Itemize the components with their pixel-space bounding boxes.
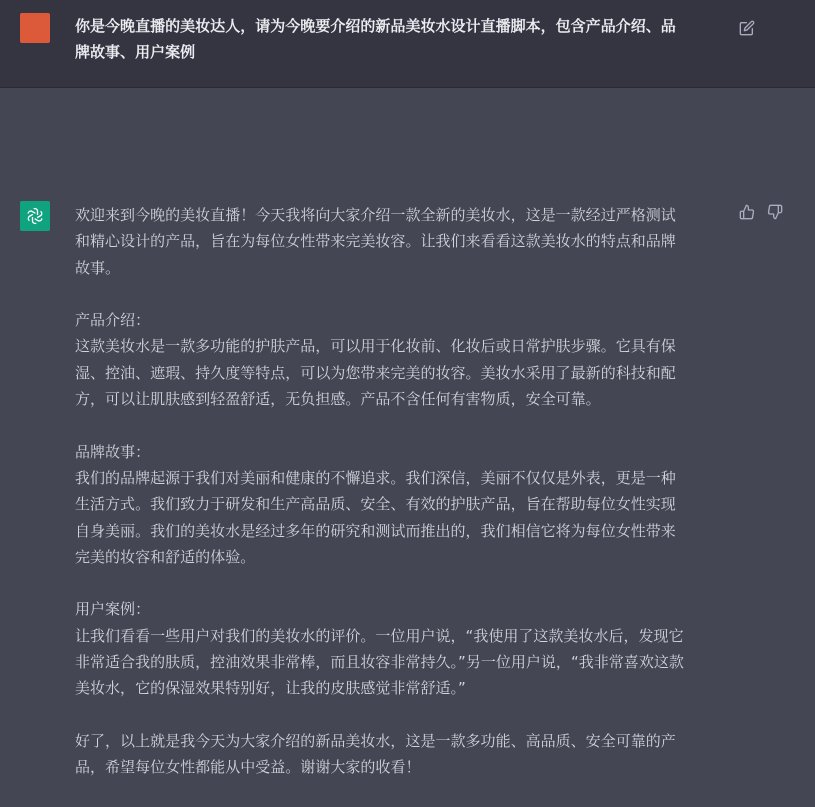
openai-logo-icon bbox=[25, 206, 45, 226]
user-message-line: 你是今晚直播的美妆达人，请为今晚要介绍的新品美妆水设计直播脚本，包含产品介绍、品 bbox=[75, 17, 676, 35]
assistant-avatar bbox=[20, 201, 50, 231]
thumbs-down-icon bbox=[767, 204, 783, 220]
assistant-line: 生活方式。我们致力于研发和生产高品质、安全、有效的护肤产品，旨在帮助每位女性实现 bbox=[75, 495, 676, 514]
user-message bbox=[0, 0, 815, 88]
assistant-line: 这款美妆水是一款多功能的护肤产品，可以用于化妆前、化妆后或日常护肤步骤。它具有保 bbox=[75, 337, 676, 356]
assistant-paragraph-brand bbox=[75, 439, 725, 570]
assistant-line: 方，可以让肌肤感到轻盈舒适，无负担感。产品不含任何有害物质，安全可靠。 bbox=[75, 390, 601, 409]
section-heading: 品牌故事： bbox=[75, 442, 151, 461]
assistant-line: 好了，以上就是我今天为大家介绍的新品美妆水，这是一款多功能、高品质、安全可靠的产 bbox=[75, 731, 676, 750]
assistant-line: 品，希望每位女性都能从中受益。谢谢大家的收看！ bbox=[75, 758, 421, 777]
assistant-line: 我们的品牌起源于我们对美丽和健康的不懈追求。我们深信，美丽不仅仅是外表，更是一种 bbox=[75, 468, 676, 487]
assistant-message bbox=[0, 88, 815, 777]
assistant-line: 让我们看看一些用户对我们的美妆水的评价。一位用户说，“我使用了这款美妆水后，发现它 bbox=[75, 626, 684, 645]
assistant-paragraph-closing bbox=[75, 728, 725, 781]
thumbs-up-icon bbox=[739, 204, 755, 220]
assistant-paragraph-cases bbox=[75, 596, 725, 701]
user-avatar bbox=[20, 13, 50, 43]
section-heading: 用户案例： bbox=[75, 600, 151, 619]
assistant-paragraph-product bbox=[75, 307, 725, 412]
assistant-paragraph-intro bbox=[75, 202, 725, 281]
thumbs-up-button[interactable] bbox=[738, 203, 756, 221]
assistant-line: 美妆水，它的保湿效果特别好，让我的皮肤感觉非常舒适。” bbox=[75, 679, 466, 698]
thumbs-down-button[interactable] bbox=[766, 203, 784, 221]
edit-button[interactable] bbox=[738, 19, 756, 37]
assistant-line: 和精心设计的产品，旨在为每位女性带来完美妆容。让我们来看看这款美妆水的特点和品牌 bbox=[75, 232, 676, 251]
section-heading: 产品介绍： bbox=[75, 311, 151, 330]
assistant-line: 非常适合我的肤质，控油效果非常棒，而且妆容非常持久。”另一位用户说，“我非常喜欢这款 bbox=[75, 653, 684, 672]
assistant-line: 湿、控油、遮瑕、持久度等特点，可以为您带来完美的妆容。美妆水采用了最新的科技和配 bbox=[75, 363, 676, 382]
edit-icon bbox=[739, 20, 755, 36]
assistant-line: 故事。 bbox=[75, 258, 121, 277]
assistant-message-text bbox=[75, 202, 725, 807]
assistant-line: 完美的妆容和舒适的体验。 bbox=[75, 547, 256, 566]
user-message-text bbox=[75, 13, 725, 65]
assistant-line: 自身美丽。我们的美妆水是经过多年的研究和测试而推出的，我们相信它将为每位女性带来 bbox=[75, 521, 676, 540]
user-message-line: 牌故事、用户案例 bbox=[75, 43, 196, 61]
assistant-line: 欢迎来到今晚的美妆直播！今天我将向大家介绍一款全新的美妆水，这是一款经过严格测试 bbox=[75, 206, 676, 224]
